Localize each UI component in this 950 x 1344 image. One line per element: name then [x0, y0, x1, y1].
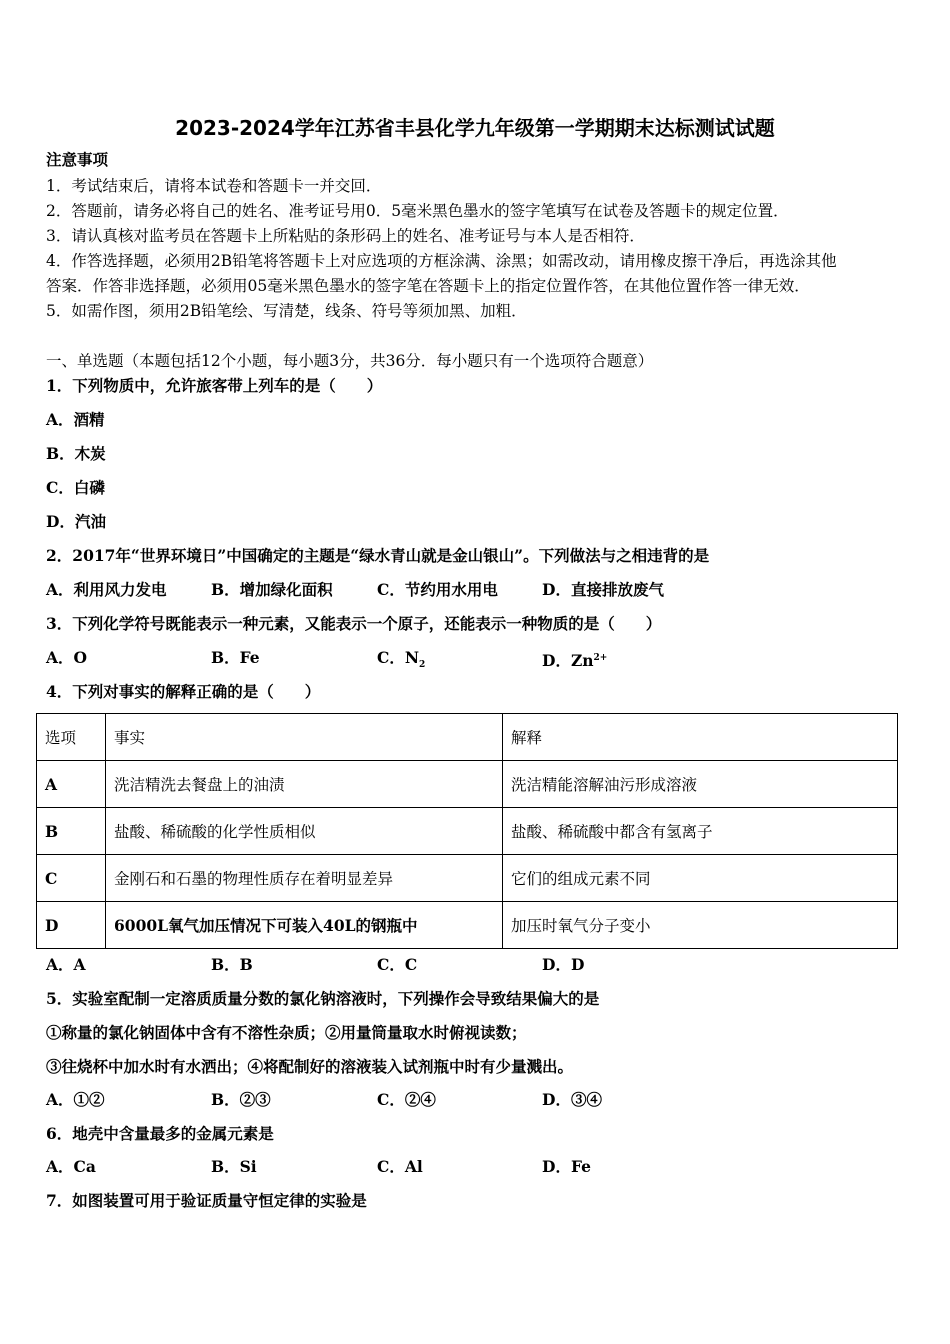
- row-option: A: [37, 761, 106, 808]
- q4-option-d[interactable]: D．D: [542, 955, 585, 974]
- q1-option-d[interactable]: D．汽油: [46, 512, 106, 531]
- question-4-stem: 4．下列对事实的解释正确的是（ ）: [46, 682, 321, 701]
- q2-option-c[interactable]: C．节约用水用电: [377, 580, 498, 599]
- q1-option-c[interactable]: C．白磷: [46, 478, 105, 497]
- header-fact: 事实: [106, 714, 503, 761]
- question-7-stem: 7．如图装置可用于验证质量守恒定律的实验是: [46, 1191, 367, 1210]
- page-title: 2023-2024学年江苏省丰县化学九年级第一学期期末达标测试试题: [175, 116, 775, 140]
- table-row: [37, 808, 898, 855]
- question-5-condition-line: ③往烧杯中加水时有水洒出；④将配制好的溶液装入试剂瓶中时有少量溅出。: [46, 1057, 574, 1076]
- question-3-stem: 3．下列化学符号既能表示一种元素，又能表示一个原子，还能表示一种物质的是（ ）: [46, 614, 662, 633]
- notice-item: 5．如需作图，须用2B铅笔绘、写清楚，线条、符号等须加黑、加粗．: [46, 302, 527, 320]
- notice-heading: 注意事项: [46, 150, 109, 169]
- q3-option-c-text: C．N: [377, 648, 420, 667]
- row-option: C: [37, 855, 106, 902]
- question-5-stem: 5．实验室配制一定溶质质量分数的氯化钠溶液时，下列操作会导致结果偏大的是: [46, 989, 600, 1008]
- row-fact: 盐酸、稀硫酸的化学性质相似: [106, 808, 503, 855]
- q3-option-c[interactable]: [377, 648, 425, 675]
- facts-table: [36, 713, 898, 949]
- q2-option-a[interactable]: A．利用风力发电: [46, 580, 167, 599]
- q3-option-d-text: D．Zn: [542, 651, 594, 671]
- q3-option-b[interactable]: B．Fe: [211, 648, 260, 667]
- row-explanation: 加压时氧气分子变小: [503, 902, 898, 949]
- question-6-stem: 6．地壳中含量最多的金属元素是: [46, 1124, 274, 1143]
- q3-option-d[interactable]: [542, 648, 607, 671]
- q6-option-b[interactable]: B．Si: [211, 1157, 257, 1176]
- row-fact: 6000L氧气加压情况下可装入40L的钢瓶中: [106, 902, 503, 949]
- q5-option-d[interactable]: D．③④: [542, 1090, 602, 1109]
- question-1-stem: 1．下列物质中，允许旅客带上列车的是（ ）: [46, 376, 383, 395]
- q4-option-b[interactable]: B．B: [211, 955, 253, 974]
- table-row: [37, 902, 898, 949]
- row-fact: 洗洁精洗去餐盘上的油渍: [106, 761, 503, 808]
- notice-item: 答案．作答非选择题，必须用05毫米黑色墨水的签字笔在答题卡上的指定位置作答，在其他位置作答一律无效．: [46, 277, 810, 295]
- q1-option-a[interactable]: A．酒精: [46, 410, 105, 429]
- header-explanation: 解释: [503, 714, 898, 761]
- q6-option-a[interactable]: A．Ca: [46, 1157, 96, 1176]
- q5-option-a[interactable]: A．①②: [46, 1090, 105, 1109]
- q1-option-b[interactable]: B．木炭: [46, 444, 106, 463]
- header-option: 选项: [37, 714, 106, 761]
- table-row: [37, 855, 898, 902]
- section-heading: 一、单选题（本题包括12个小题，每小题3分，共36分．每小题只有一个选项符合题意）: [46, 352, 654, 370]
- q5-option-c[interactable]: C．②④: [377, 1090, 436, 1109]
- q3-option-c-subscript: 2: [419, 660, 426, 671]
- row-fact: 金刚石和石墨的物理性质存在着明显差异: [106, 855, 503, 902]
- notice-item: 3．请认真核对监考员在答题卡上所粘贴的条形码上的姓名、准考证号与本人是否相符．: [46, 227, 645, 245]
- q3-option-d-superscript: 2+: [593, 653, 608, 663]
- q2-option-b[interactable]: B．增加绿化面积: [211, 580, 333, 599]
- notice-item: 2．答题前，请务必将自己的姓名、准考证号用0．5毫米黑色墨水的签字笔填写在试卷及答题卡的规定位置．: [46, 202, 789, 220]
- q2-option-d[interactable]: D．直接排放废气: [542, 580, 664, 599]
- row-explanation: 洗洁精能溶解油污形成溶液: [503, 761, 898, 808]
- row-explanation: 盐酸、稀硫酸中都含有氢离子: [503, 808, 898, 855]
- row-explanation: 它们的组成元素不同: [503, 855, 898, 902]
- q4-option-a[interactable]: A．A: [46, 955, 86, 974]
- notice-item: 4．作答选择题，必须用2B铅笔将答题卡上对应选项的方框涂满、涂黑；如需改动，请用橡皮擦干净后，再选涂其他: [46, 252, 837, 270]
- q5-option-b[interactable]: B．②③: [211, 1090, 271, 1109]
- q6-option-c[interactable]: C．Al: [377, 1157, 423, 1176]
- notice-item: 1．考试结束后，请将本试卷和答题卡一并交回．: [46, 177, 382, 195]
- question-2-stem: 2．2017年“世界环境日”中国确定的主题是“绿水青山就是金山银山”。下列做法与之相违背的是: [46, 546, 710, 565]
- row-option: D: [37, 902, 106, 949]
- q4-option-c[interactable]: C．C: [377, 955, 418, 974]
- row-option: B: [37, 808, 106, 855]
- q6-option-d[interactable]: D．Fe: [542, 1157, 591, 1176]
- q3-option-a[interactable]: A．O: [46, 648, 88, 667]
- question-5-condition-line: ①称量的氯化钠固体中含有不溶性杂质；②用量筒量取水时俯视读数；: [46, 1023, 527, 1042]
- table-row: [37, 761, 898, 808]
- table-header-row: [37, 714, 898, 761]
